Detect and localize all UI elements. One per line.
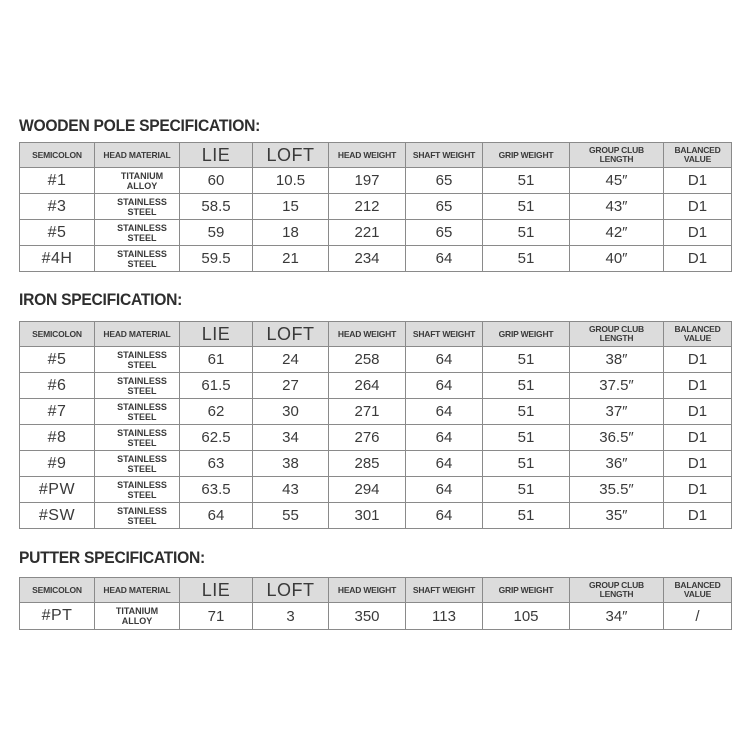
loft-value: 24 (253, 347, 329, 373)
head-material-line-2: STEEL (127, 359, 157, 370)
balanced-value-header (664, 143, 732, 168)
club-length-value: 34″ (570, 603, 664, 630)
grip-weight-value: 51 (483, 399, 570, 425)
shaft-weight-header: SHAFT WEIGHT (406, 578, 483, 603)
lie-value: 71 (180, 603, 253, 630)
spec-row (20, 477, 732, 503)
loft-value: 30 (253, 399, 329, 425)
balanced-value: D1 (664, 425, 732, 451)
loft-header: LOFT (253, 143, 329, 168)
balanced-value-header-line-1: BALANCED (674, 580, 721, 590)
loft-value: 10.5 (253, 168, 329, 194)
lie-value: 63 (180, 451, 253, 477)
head-weight-value: 301 (329, 503, 406, 529)
grip-weight-header: GRIP WEIGHT (483, 322, 570, 347)
head-weight-value: 212 (329, 194, 406, 220)
grip-weight-header: GRIP WEIGHT (483, 578, 570, 603)
head-material-header: HEAD MATERIAL (95, 578, 180, 603)
head-material (95, 194, 180, 220)
head-material-line-2: ALLOY (126, 180, 158, 191)
loft-header: LOFT (253, 322, 329, 347)
head-material-line-2: STEEL (127, 411, 157, 422)
putter-spec-table (19, 577, 732, 630)
club-length-value: 37″ (570, 399, 664, 425)
shaft-weight-value: 64 (406, 477, 483, 503)
club-length-header (570, 578, 664, 603)
lie-header: LIE (180, 322, 253, 347)
club-code: #SW (20, 503, 95, 529)
head-weight-value: 264 (329, 373, 406, 399)
header-row (20, 578, 732, 603)
club-code: #PT (20, 603, 95, 630)
lie-value: 64 (180, 503, 253, 529)
club-code: #PW (20, 477, 95, 503)
balanced-value: D1 (664, 220, 732, 246)
shaft-weight-value: 64 (406, 503, 483, 529)
shaft-weight-header: SHAFT WEIGHT (406, 322, 483, 347)
spec-row (20, 168, 732, 194)
head-weight-value: 285 (329, 451, 406, 477)
head-material (95, 220, 180, 246)
lie-value: 63.5 (180, 477, 253, 503)
loft-value: 55 (253, 503, 329, 529)
balanced-value-header (664, 578, 732, 603)
iron-section-title: IRON SPECIFICATION: (19, 290, 183, 309)
balanced-value: D1 (664, 347, 732, 373)
club-length-value: 43″ (570, 194, 664, 220)
club-code: #8 (20, 425, 95, 451)
semicolon-header: SEMICOLON (20, 578, 95, 603)
club-length-header (570, 143, 664, 168)
spec-row (20, 399, 732, 425)
balanced-value-header (664, 322, 732, 347)
head-material-line-2: STEEL (127, 385, 157, 396)
head-material (95, 373, 180, 399)
head-material-line-2: STEEL (127, 206, 157, 217)
lie-value: 60 (180, 168, 253, 194)
semicolon-header: SEMICOLON (20, 143, 95, 168)
club-length-value: 38″ (570, 347, 664, 373)
grip-weight-value: 51 (483, 194, 570, 220)
wooden-section-title: WOODEN POLE SPECIFICATION: (19, 116, 261, 135)
grip-weight-header: GRIP WEIGHT (483, 143, 570, 168)
head-material-line-2: STEEL (127, 515, 157, 526)
head-material (95, 451, 180, 477)
head-material-line-1: TITANIUM (115, 606, 159, 616)
spec-row (20, 425, 732, 451)
club-length-value: 37.5″ (570, 373, 664, 399)
club-length-value: 42″ (570, 220, 664, 246)
grip-weight-value: 105 (483, 603, 570, 630)
loft-value: 18 (253, 220, 329, 246)
lie-value: 62.5 (180, 425, 253, 451)
head-weight-value: 221 (329, 220, 406, 246)
club-length-header-line-2: LENGTH (599, 589, 634, 599)
spec-row (20, 503, 732, 529)
head-material-line-2: STEEL (127, 437, 157, 448)
club-length-header-line-1: GROUP CLUB (589, 324, 644, 334)
shaft-weight-value: 65 (406, 168, 483, 194)
head-material (95, 503, 180, 529)
head-material-line-2: STEEL (127, 258, 157, 269)
head-material (95, 246, 180, 272)
loft-value: 34 (253, 425, 329, 451)
grip-weight-value: 51 (483, 503, 570, 529)
head-weight-value: 350 (329, 603, 406, 630)
balanced-value: D1 (664, 451, 732, 477)
head-material (95, 603, 180, 630)
spec-row (20, 220, 732, 246)
head-weight-header: HEAD WEIGHT (329, 322, 406, 347)
club-length-value: 45″ (570, 168, 664, 194)
shaft-weight-value: 113 (406, 603, 483, 630)
lie-header: LIE (180, 143, 253, 168)
iron-spec-table (19, 321, 732, 529)
head-material (95, 425, 180, 451)
shaft-weight-value: 64 (406, 347, 483, 373)
head-material (95, 168, 180, 194)
head-material-line-2: ALLOY (121, 616, 153, 626)
wooden-spec-table (19, 142, 732, 272)
head-material-line-1: STAINLESS (117, 427, 167, 438)
head-material-line-1: STAINLESS (117, 401, 167, 412)
club-length-header-line-2: LENGTH (599, 333, 634, 343)
putter-section-title: PUTTER SPECIFICATION: (19, 548, 205, 567)
shaft-weight-value: 64 (406, 246, 483, 272)
balanced-value: D1 (664, 373, 732, 399)
club-code: #9 (20, 451, 95, 477)
club-length-header-line-1: GROUP CLUB (589, 145, 644, 155)
balanced-value: D1 (664, 503, 732, 529)
head-material-line-1: STAINLESS (117, 453, 167, 464)
head-material (95, 399, 180, 425)
club-length-header-line-1: GROUP CLUB (589, 580, 644, 590)
shaft-weight-value: 64 (406, 425, 483, 451)
lie-value: 61 (180, 347, 253, 373)
semicolon-header: SEMICOLON (20, 322, 95, 347)
club-code: #1 (20, 168, 95, 194)
club-code: #3 (20, 194, 95, 220)
shaft-weight-value: 65 (406, 220, 483, 246)
header-row (20, 322, 732, 347)
head-weight-value: 271 (329, 399, 406, 425)
head-material-line-1: STAINLESS (117, 375, 167, 386)
balanced-value-header-line-1: BALANCED (674, 324, 721, 334)
loft-value: 21 (253, 246, 329, 272)
grip-weight-value: 51 (483, 347, 570, 373)
lie-value: 59 (180, 220, 253, 246)
balanced-value-header-line-2: VALUE (683, 154, 712, 164)
head-material-line-1: STAINLESS (117, 222, 167, 233)
balanced-value-header-line-2: VALUE (683, 333, 712, 343)
loft-value: 15 (253, 194, 329, 220)
spec-row (20, 451, 732, 477)
grip-weight-value: 51 (483, 477, 570, 503)
club-length-value: 35″ (570, 503, 664, 529)
lie-value: 58.5 (180, 194, 253, 220)
loft-value: 43 (253, 477, 329, 503)
head-weight-value: 294 (329, 477, 406, 503)
head-material (95, 477, 180, 503)
head-weight-value: 197 (329, 168, 406, 194)
head-weight-header: HEAD WEIGHT (329, 578, 406, 603)
balanced-value: / (664, 603, 732, 630)
head-weight-value: 276 (329, 425, 406, 451)
club-length-value: 36″ (570, 451, 664, 477)
head-material-line-1: STAINLESS (117, 479, 167, 490)
lie-value: 62 (180, 399, 253, 425)
head-material-line-2: STEEL (127, 489, 157, 500)
shaft-weight-value: 65 (406, 194, 483, 220)
shaft-weight-value: 64 (406, 373, 483, 399)
loft-value: 38 (253, 451, 329, 477)
club-length-header (570, 322, 664, 347)
lie-value: 61.5 (180, 373, 253, 399)
shaft-weight-header: SHAFT WEIGHT (406, 143, 483, 168)
grip-weight-value: 51 (483, 373, 570, 399)
loft-value: 27 (253, 373, 329, 399)
club-length-header-line-2: LENGTH (599, 154, 634, 164)
head-material-line-1: STAINLESS (117, 248, 167, 259)
balanced-value: D1 (664, 168, 732, 194)
head-weight-value: 258 (329, 347, 406, 373)
spec-row (20, 347, 732, 373)
balanced-value-header-line-1: BALANCED (674, 145, 721, 155)
head-material-line-2: STEEL (127, 463, 157, 474)
grip-weight-value: 51 (483, 246, 570, 272)
head-material-line-1: TITANIUM (120, 170, 164, 181)
head-weight-value: 234 (329, 246, 406, 272)
head-material-line-1: STAINLESS (117, 505, 167, 516)
balanced-value: D1 (664, 399, 732, 425)
loft-header: LOFT (253, 578, 329, 603)
balanced-value: D1 (664, 194, 732, 220)
grip-weight-value: 51 (483, 168, 570, 194)
head-weight-header: HEAD WEIGHT (329, 143, 406, 168)
head-material-line-1: STAINLESS (117, 196, 167, 207)
shaft-weight-value: 64 (406, 399, 483, 425)
lie-header: LIE (180, 578, 253, 603)
balanced-value: D1 (664, 477, 732, 503)
head-material-header: HEAD MATERIAL (95, 143, 180, 168)
spec-row (20, 373, 732, 399)
shaft-weight-value: 64 (406, 451, 483, 477)
club-code: #5 (20, 220, 95, 246)
header-row (20, 143, 732, 168)
grip-weight-value: 51 (483, 220, 570, 246)
club-code: #6 (20, 373, 95, 399)
club-length-value: 35.5″ (570, 477, 664, 503)
club-length-value: 40″ (570, 246, 664, 272)
club-code: #7 (20, 399, 95, 425)
grip-weight-value: 51 (483, 425, 570, 451)
club-length-value: 36.5″ (570, 425, 664, 451)
head-material-line-2: STEEL (127, 232, 157, 243)
spec-row (20, 246, 732, 272)
club-code: #5 (20, 347, 95, 373)
spec-row (20, 603, 732, 630)
grip-weight-value: 51 (483, 451, 570, 477)
head-material (95, 347, 180, 373)
head-material-line-1: STAINLESS (117, 349, 167, 360)
club-code: #4H (20, 246, 95, 272)
head-material-header: HEAD MATERIAL (95, 322, 180, 347)
balanced-value: D1 (664, 246, 732, 272)
lie-value: 59.5 (180, 246, 253, 272)
spec-row (20, 194, 732, 220)
balanced-value-header-line-2: VALUE (683, 589, 712, 599)
loft-value: 3 (253, 603, 329, 630)
